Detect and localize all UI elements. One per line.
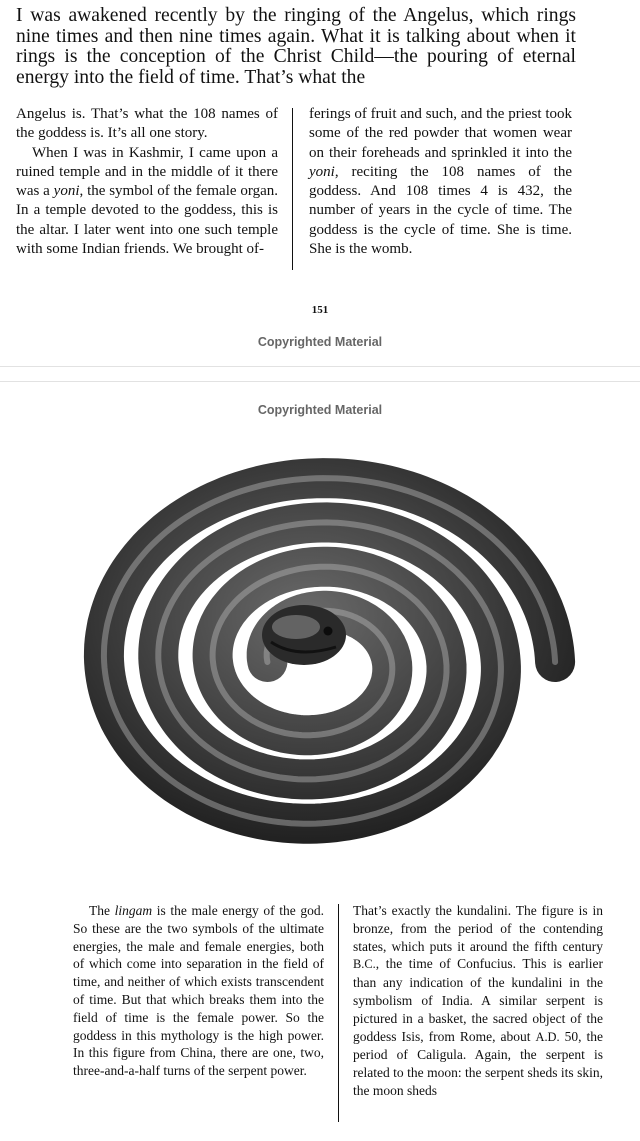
page-number: 151	[311, 304, 329, 316]
right-column	[353, 902, 603, 1100]
serpent-head-icon	[262, 605, 346, 665]
coiled-serpent-figure	[66, 437, 586, 887]
paragraph-angelus: Angelus is. That’s what the 108 names of the goddess is. It’s all one story.	[16, 106, 278, 142]
book-page-151	[0, 0, 640, 366]
copyright-notice: Copyrighted Material	[257, 403, 383, 417]
right-column	[309, 105, 572, 259]
column-divider	[338, 904, 339, 1122]
lead-paragraph: I was awakened recently by the ringing of the Angelus, which rings nine times and then nine times again. What it is talking about when it rings is the conception of the Christ Child—the pouring of eternal energy into the field of time. That’s what the	[16, 5, 576, 88]
paragraph-kundalini: That’s exactly the kundalini. The figure is in bronze, from the period of the contending states, which puts it around the fifth century B.C., the time of Confucius. This is earlier than any indication of the kundalini in the symbolism of India. A similar serpent is pictured in a basket, the sacred object of the goddess Isis, from Rome, about A.D. 50, the period of Caligula. Again, the serpent is related to the moon: the serpent sheds its skin, the moon sheds	[353, 903, 603, 1098]
left-column	[73, 902, 324, 1080]
book-page-152	[0, 382, 640, 1141]
copyright-notice: Copyrighted Material	[257, 335, 383, 349]
left-column	[16, 105, 278, 259]
paragraph-lingam: The lingam is the male energy of the god. So these are the two symbols of the ultimate energies, the male and female energies, both of which come into separation in the field of time, and neither of which exists transcendent of time. But that which breaks them into the field of time is the female power. So the goddess in this mythology is the high power. In this figure from China, there are one, two, three-and-a-half turns of the serpent power.	[73, 903, 324, 1079]
paragraph-offerings: ferings of fruit and such, and the priest took some of the red powder that women wear on their foreheads and sprinkled it into the yoni, reciting the 108 names of the goddess. And 108 times 4 is 432, the number of years in the cycle of time. The goddess is the cycle of time. She is time. She is the womb.	[309, 106, 572, 258]
paragraph-kashmir: When I was in Kashmir, I came upon a ruined temple and in the middle of it there was a yoni, the symbol of the female organ. In a temple devoted to the goddess, this is the altar. I later went into one such temple with some Indian friends. We brought of-	[16, 144, 278, 258]
page-separator	[0, 366, 640, 382]
column-divider	[292, 108, 293, 270]
